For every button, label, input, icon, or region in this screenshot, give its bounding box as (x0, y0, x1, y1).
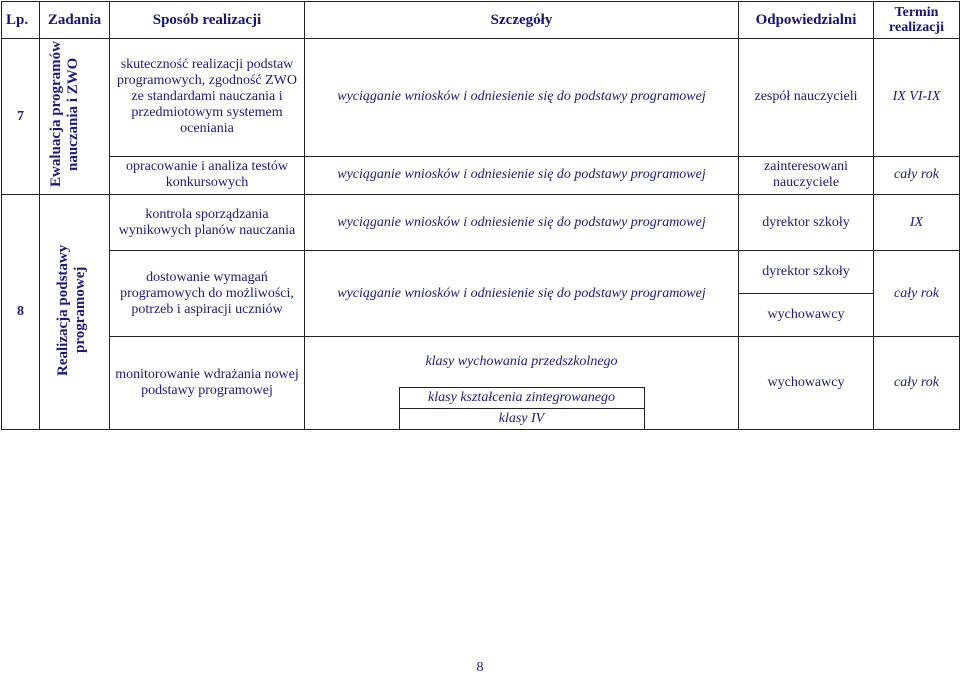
responsible-wychowawcy: wychowawcy (739, 293, 873, 336)
details-zintegrowane: klasy kształcenia zintegrowanego (399, 387, 645, 408)
header-lp: Lp. (2, 2, 40, 39)
header-odpowiedzialni: Odpowiedzialni (739, 2, 874, 39)
section-7-row-2-details: wyciąganie wniosków i odniesienie się do podstawy programowej (305, 156, 739, 194)
header-szczegoly: Szczegóły (305, 2, 739, 39)
table-row (2, 337, 960, 430)
section-7-row-1-details: wyciąganie wniosków i odniesienie się do podstawy programowej (305, 39, 739, 157)
responsible-dyrektor: dyrektor szkoły (762, 264, 850, 279)
header-zadania: Zadania (40, 2, 110, 39)
section-8-task-cell (40, 195, 110, 430)
details-klasy-iv: klasy IV (399, 408, 645, 429)
table-row (2, 39, 960, 157)
section-8-row-1-details: wyciąganie wniosków i odniesienie się do podstawy programowej (305, 195, 739, 251)
page-number: 8 (476, 660, 484, 675)
section-7-task: Ewaluacja programów nauczania i ZWO (47, 41, 81, 187)
header-sposob: Sposób realizacji (110, 2, 305, 39)
table-row (2, 156, 960, 194)
section-7-task-cell (40, 39, 110, 195)
section-8-task: Realizacja podstawy programowej (54, 243, 88, 376)
section-8-row-1-term: IX (874, 195, 960, 251)
section-8-row-3-responsible: wychowawcy (739, 337, 874, 430)
header-termin: Termin realizacji (874, 2, 960, 39)
section-8-row-3-details (305, 337, 739, 430)
header-row (2, 2, 960, 39)
section-8-row-3-term: cały rok (874, 337, 960, 430)
section-7-row-1-responsible: zespół nauczycieli (739, 39, 874, 157)
section-7-row-2-responsible: zainteresowani nauczyciele (739, 156, 874, 194)
section-8-row-2-responsible (739, 251, 874, 337)
table-row (2, 195, 960, 251)
section-8-row-1-method: kontrola sporządzania wynikowych planów nauczania (110, 195, 305, 251)
section-7-row-2-method: opracowanie i analiza testów konkursowych (110, 156, 305, 194)
section-8-row-2-term: cały rok (874, 251, 960, 337)
section-7-row-1-term: IX VI-IX (874, 39, 960, 157)
section-7-row-2-term: cały rok (874, 156, 960, 194)
section-8-row-2-details: wyciąganie wniosków i odniesienie się do podstawy programowej (305, 251, 739, 337)
section-8-row-3-method: monitorowanie wdrażania nowej podstawy programowej (110, 337, 305, 430)
section-8-row-1-responsible: dyrektor szkoły (739, 195, 874, 251)
section-8-lp: 8 (2, 195, 40, 430)
table-row (2, 251, 960, 337)
plan-table (1, 1, 960, 430)
section-8-row-2-method: dostowanie wymagań programowych do możliwości, potrzeb i aspiracji uczniów (110, 251, 305, 337)
section-7-lp: 7 (2, 39, 40, 195)
section-7-row-1-method: skuteczność realizacji podstaw programowych, zgodność ZWO ze standardami nauczania i przedmiotowym systemem oceniania (110, 39, 305, 157)
details-przedszkole: klasy wychowania przedszkolnego (425, 354, 618, 369)
